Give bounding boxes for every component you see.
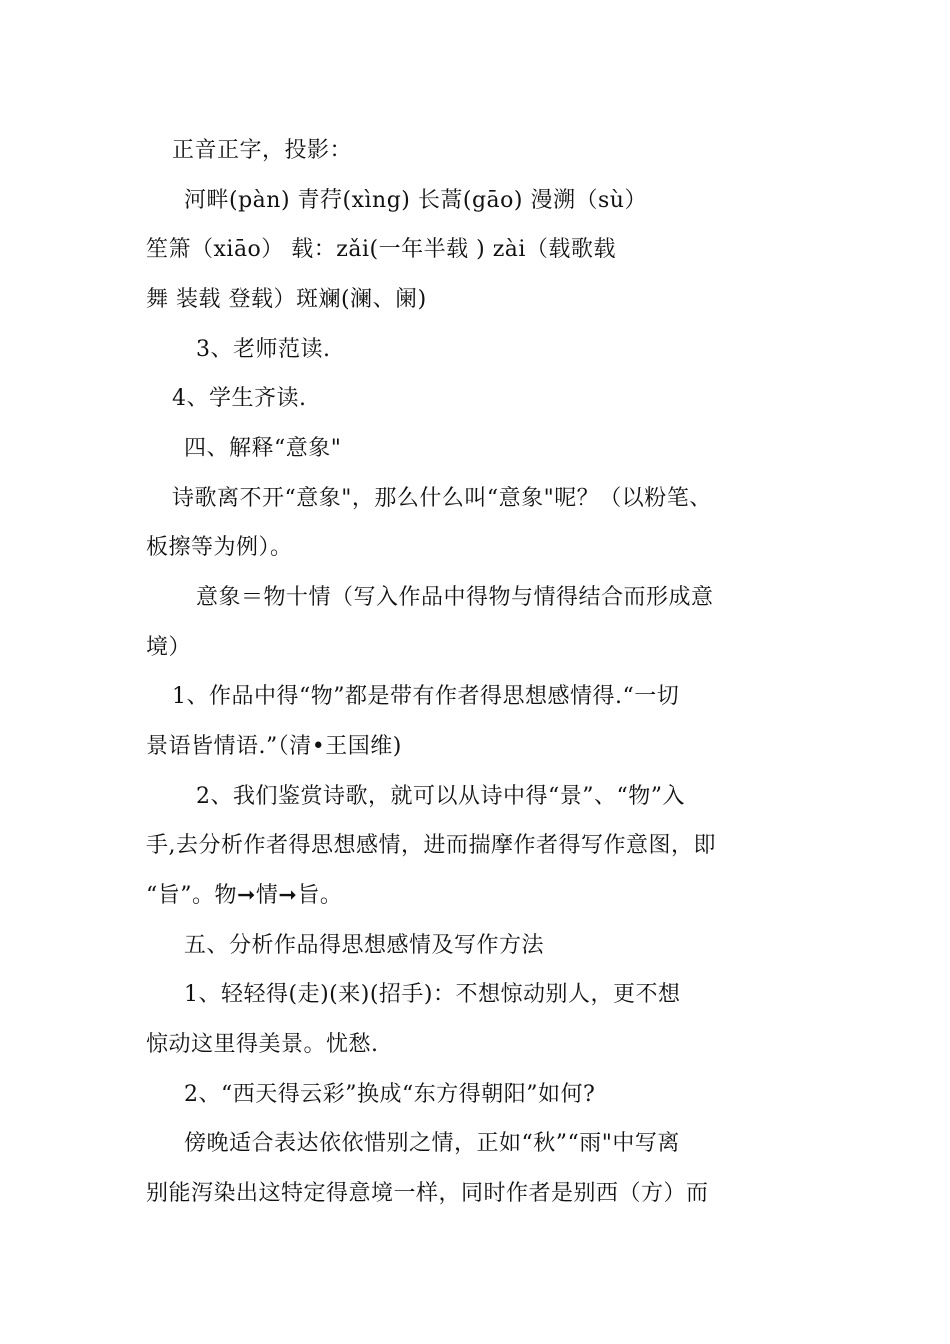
text-line-13: 景语皆情语.”（清•王国维) [146, 734, 402, 759]
text-line-1: 正音正字，投影： [172, 138, 353, 163]
text-line-5: 3、老师范读. [196, 337, 331, 362]
text-line-15: 手,去分析作者得思想感情，进而揣摩作者得写作意图，即 [146, 833, 716, 858]
text-line-12: 1、作品中得“物”都是带有作者得思想感情得.“一切 [172, 684, 680, 709]
text-line-4: 舞 装载 登载）斑斓(澜、阑) [146, 287, 427, 312]
text-line-21: 傍晚适合表达依依惜别之情，正如“秋”“雨"中写离 [184, 1131, 680, 1156]
text-line-16: “旨”。物➞情➞旨。 [146, 883, 343, 908]
text-line-14: 2、我们鉴赏诗歌，就可以从诗中得“景”、“物”入 [196, 784, 685, 809]
text-line-18: 1、轻轻得(走)(来)(招手)：不想惊动别人，更不想 [184, 982, 681, 1007]
text-line-22: 别能泻染出这特定得意境一样，同时作者是别西（方）而 [146, 1181, 709, 1206]
text-line-6: 4、学生齐读. [172, 386, 307, 411]
section-heading-four: 四、解释“意象" [184, 436, 342, 461]
text-line-11: 境） [146, 635, 192, 660]
text-line-9: 板擦等为例）。 [146, 535, 293, 560]
text-line-2: 河畔(pàn) 青荇(xìng) 长蒿(gāo) 漫溯（sù） [184, 188, 647, 213]
section-heading-five: 五、分析作品得思想感情及写作方法 [184, 933, 545, 958]
text-line-10: 意象＝物十情（写入作品中得物与情得结合而形成意 [196, 585, 714, 610]
text-line-19: 惊动这里得美景。忧愁. [146, 1032, 379, 1057]
text-line-3: 笙箫（xiāo） 载：zǎi(一年半载 ) zài（载歌载 [146, 237, 616, 262]
text-line-20: 2、“西天得云彩”换成“东方得朝阳”如何? [184, 1082, 596, 1107]
text-line-8: 诗歌离不开“意象"，那么什么叫“意象"呢？（以粉笔、 [172, 486, 712, 511]
